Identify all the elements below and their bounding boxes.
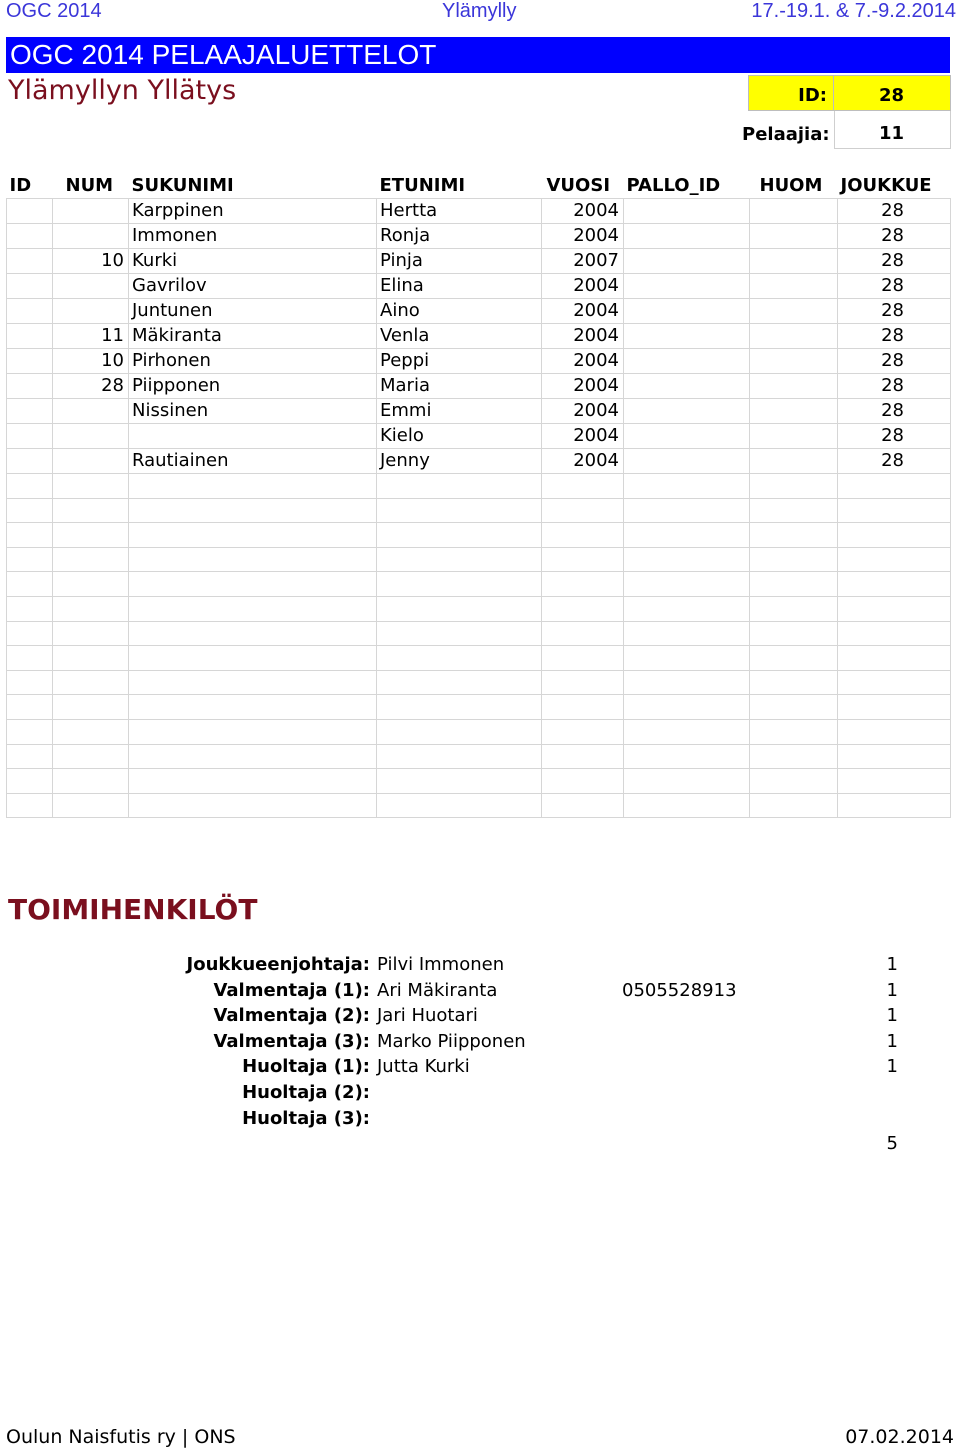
empty-cell [129, 523, 377, 548]
cell-num: 10 [53, 349, 129, 374]
cell-id [7, 224, 53, 249]
empty-cell [838, 769, 951, 794]
staff-name: Ari Mäkiranta [377, 980, 498, 1001]
table-row [7, 274, 951, 299]
empty-table-row [7, 597, 951, 622]
empty-cell [750, 720, 838, 745]
empty-cell [377, 646, 542, 671]
cell-sukunimi [129, 424, 377, 449]
table-row [7, 199, 951, 224]
cell-joukkue: 28 [838, 249, 951, 274]
empty-table-row [7, 646, 951, 671]
empty-cell [750, 597, 838, 622]
empty-cell [838, 547, 951, 572]
table-row [7, 299, 951, 324]
col-header-num: NUM [65, 175, 114, 197]
empty-cell [53, 695, 129, 720]
empty-cell [7, 720, 53, 745]
cell-pallo-id [624, 299, 750, 324]
cell-pallo-id [624, 199, 750, 224]
table-row [7, 399, 951, 424]
empty-cell [624, 621, 750, 646]
empty-cell [838, 720, 951, 745]
empty-cell [129, 769, 377, 794]
empty-cell [838, 695, 951, 720]
cell-huom [750, 349, 838, 374]
staff-count: 1 [886, 1005, 898, 1026]
cell-id [7, 349, 53, 374]
staff-role: Huoltaja (2): [242, 1082, 370, 1103]
cell-num [53, 274, 129, 299]
cell-vuosi: 2004 [542, 449, 624, 474]
staff-name: Marko Piipponen [377, 1031, 526, 1052]
empty-table-row [7, 793, 951, 818]
empty-cell [7, 572, 53, 597]
empty-cell [838, 793, 951, 818]
cell-joukkue: 28 [838, 399, 951, 424]
empty-table-row [7, 523, 951, 548]
empty-cell [7, 769, 53, 794]
footer-organization: Oulun Naisfutis ry | ONS [6, 1426, 236, 1448]
cell-vuosi: 2004 [542, 399, 624, 424]
cell-num: 28 [53, 374, 129, 399]
empty-cell [542, 646, 624, 671]
empty-cell [377, 621, 542, 646]
empty-cell [53, 646, 129, 671]
cell-joukkue: 28 [838, 374, 951, 399]
table-row [7, 249, 951, 274]
empty-cell [542, 547, 624, 572]
cell-joukkue: 28 [838, 274, 951, 299]
cell-sukunimi: Mäkiranta [129, 324, 377, 349]
empty-table-row [7, 572, 951, 597]
empty-cell [624, 695, 750, 720]
empty-cell [129, 670, 377, 695]
empty-cell [377, 474, 542, 499]
page-title: OGC 2014 PELAAJALUETTELOT [10, 39, 437, 70]
cell-pallo-id [624, 224, 750, 249]
cell-pallo-id [624, 449, 750, 474]
players-count-box [834, 111, 951, 149]
cell-pallo-id [624, 324, 750, 349]
empty-cell [624, 523, 750, 548]
empty-cell [377, 597, 542, 622]
staff-section-title: TOIMIHENKILÖT [8, 893, 258, 926]
cell-num [53, 449, 129, 474]
empty-cell [750, 572, 838, 597]
empty-cell [129, 572, 377, 597]
cell-huom [750, 424, 838, 449]
empty-cell [129, 621, 377, 646]
cell-id [7, 274, 53, 299]
cell-id [7, 199, 53, 224]
empty-table-row [7, 498, 951, 523]
empty-cell [542, 695, 624, 720]
cell-joukkue: 28 [838, 299, 951, 324]
empty-cell [7, 621, 53, 646]
table-row [7, 449, 951, 474]
cell-joukkue: 28 [838, 199, 951, 224]
cell-num [53, 199, 129, 224]
empty-cell [377, 498, 542, 523]
empty-cell [7, 474, 53, 499]
empty-cell [624, 547, 750, 572]
cell-vuosi: 2004 [542, 424, 624, 449]
empty-cell [53, 498, 129, 523]
empty-table-row [7, 695, 951, 720]
header-dates: 17.-19.1. & 7.-9.2.2014 [751, 0, 956, 22]
empty-cell [377, 793, 542, 818]
cell-joukkue: 28 [838, 449, 951, 474]
players-count: 11 [878, 123, 904, 144]
cell-sukunimi: Juntunen [129, 299, 377, 324]
staff-count: 1 [886, 954, 898, 975]
cell-huom [750, 449, 838, 474]
empty-cell [7, 597, 53, 622]
empty-cell [838, 597, 951, 622]
empty-cell [53, 474, 129, 499]
id-value: 28 [878, 85, 904, 106]
empty-cell [7, 547, 53, 572]
empty-cell [542, 597, 624, 622]
staff-name: Jutta Kurki [377, 1056, 470, 1077]
empty-cell [129, 720, 377, 745]
cell-id [7, 374, 53, 399]
empty-cell [53, 621, 129, 646]
empty-cell [750, 523, 838, 548]
cell-huom [750, 299, 838, 324]
empty-cell [750, 670, 838, 695]
staff-role: Valmentaja (3): [213, 1031, 370, 1052]
empty-cell [542, 498, 624, 523]
cell-pallo-id [624, 424, 750, 449]
empty-cell [542, 572, 624, 597]
cell-etunimi: Elina [377, 274, 542, 299]
table-row [7, 424, 951, 449]
cell-etunimi: Ronja [377, 224, 542, 249]
cell-id [7, 299, 53, 324]
col-header-etunimi: ETUNIMI [379, 175, 466, 197]
cell-huom [750, 399, 838, 424]
staff-total: 5 [886, 1133, 898, 1154]
empty-cell [838, 474, 951, 499]
cell-pallo-id [624, 274, 750, 299]
empty-cell [750, 474, 838, 499]
table-row [7, 349, 951, 374]
col-header-vuosi: VUOSI [546, 175, 611, 197]
empty-cell [542, 621, 624, 646]
cell-vuosi: 2004 [542, 299, 624, 324]
empty-cell [53, 547, 129, 572]
header-location: Ylämylly [442, 0, 517, 22]
team-name: Ylämyllyn Yllätys [8, 75, 237, 106]
empty-cell [542, 474, 624, 499]
empty-cell [7, 695, 53, 720]
cell-sukunimi: Piipponen [129, 374, 377, 399]
cell-huom [750, 274, 838, 299]
empty-cell [624, 744, 750, 769]
cell-num [53, 399, 129, 424]
staff-name: Jari Huotari [377, 1005, 478, 1026]
cell-vuosi: 2004 [542, 349, 624, 374]
col-header-sukunimi: SUKUNIMI [131, 175, 234, 197]
empty-cell [750, 769, 838, 794]
staff-role: Valmentaja (2): [213, 1005, 370, 1026]
cell-sukunimi: Immonen [129, 224, 377, 249]
cell-etunimi: Aino [377, 299, 542, 324]
empty-cell [542, 523, 624, 548]
empty-cell [750, 498, 838, 523]
empty-cell [377, 744, 542, 769]
staff-role: Huoltaja (1): [242, 1056, 370, 1077]
empty-cell [624, 597, 750, 622]
cell-num [53, 424, 129, 449]
empty-cell [542, 720, 624, 745]
cell-sukunimi: Nissinen [129, 399, 377, 424]
empty-cell [750, 793, 838, 818]
empty-cell [377, 547, 542, 572]
empty-cell [750, 646, 838, 671]
cell-vuosi: 2004 [542, 199, 624, 224]
roster-table [6, 174, 951, 818]
cell-id [7, 249, 53, 274]
cell-id [7, 399, 53, 424]
cell-pallo-id [624, 349, 750, 374]
empty-cell [624, 498, 750, 523]
empty-cell [377, 523, 542, 548]
empty-cell [838, 670, 951, 695]
empty-cell [624, 769, 750, 794]
cell-id [7, 324, 53, 349]
empty-cell [53, 793, 129, 818]
empty-cell [750, 621, 838, 646]
empty-cell [838, 572, 951, 597]
empty-cell [129, 695, 377, 720]
footer-date: 07.02.2014 [845, 1426, 954, 1448]
empty-cell [624, 720, 750, 745]
cell-num [53, 224, 129, 249]
cell-vuosi: 2004 [542, 274, 624, 299]
empty-cell [129, 498, 377, 523]
staff-count: 1 [886, 1056, 898, 1077]
cell-huom [750, 324, 838, 349]
cell-sukunimi: Pirhonen [129, 349, 377, 374]
table-header-row [7, 174, 951, 199]
empty-cell [53, 523, 129, 548]
empty-cell [129, 793, 377, 818]
cell-etunimi: Kielo [377, 424, 542, 449]
empty-cell [750, 744, 838, 769]
empty-cell [129, 646, 377, 671]
cell-huom [750, 249, 838, 274]
col-header-huom: HUOM [759, 175, 823, 197]
cell-etunimi: Venla [377, 324, 542, 349]
cell-sukunimi: Karppinen [129, 199, 377, 224]
empty-cell [624, 572, 750, 597]
empty-cell [838, 744, 951, 769]
cell-etunimi: Hertta [377, 199, 542, 224]
cell-huom [750, 199, 838, 224]
title-band [6, 37, 950, 73]
cell-joukkue: 28 [838, 224, 951, 249]
empty-cell [542, 793, 624, 818]
empty-cell [53, 572, 129, 597]
table-row [7, 224, 951, 249]
empty-cell [7, 793, 53, 818]
empty-cell [624, 793, 750, 818]
empty-cell [7, 670, 53, 695]
cell-joukkue: 28 [838, 424, 951, 449]
empty-cell [542, 744, 624, 769]
empty-cell [7, 744, 53, 769]
cell-huom [750, 374, 838, 399]
empty-cell [53, 744, 129, 769]
staff-name: Pilvi Immonen [377, 954, 505, 975]
empty-cell [377, 670, 542, 695]
cell-id [7, 424, 53, 449]
cell-etunimi: Pinja [377, 249, 542, 274]
id-value-box [834, 75, 951, 111]
empty-table-row [7, 547, 951, 572]
empty-cell [838, 498, 951, 523]
empty-cell [53, 670, 129, 695]
table-row [7, 324, 951, 349]
cell-num: 10 [53, 249, 129, 274]
cell-huom [750, 224, 838, 249]
cell-sukunimi: Kurki [129, 249, 377, 274]
empty-cell [53, 720, 129, 745]
staff-role: Valmentaja (1): [213, 980, 370, 1001]
empty-cell [7, 498, 53, 523]
empty-cell [542, 670, 624, 695]
cell-etunimi: Jenny [377, 449, 542, 474]
cell-vuosi: 2004 [542, 324, 624, 349]
empty-cell [542, 769, 624, 794]
empty-table-row [7, 670, 951, 695]
empty-cell [377, 720, 542, 745]
empty-cell [838, 523, 951, 548]
empty-cell [7, 646, 53, 671]
cell-id [7, 449, 53, 474]
cell-sukunimi: Gavrilov [129, 274, 377, 299]
cell-etunimi: Peppi [377, 349, 542, 374]
empty-table-row [7, 744, 951, 769]
empty-cell [129, 474, 377, 499]
staff-count: 1 [886, 1031, 898, 1052]
empty-table-row [7, 720, 951, 745]
cell-joukkue: 28 [838, 324, 951, 349]
empty-cell [624, 646, 750, 671]
empty-table-row [7, 621, 951, 646]
empty-cell [377, 769, 542, 794]
staff-phone: 0505528913 [622, 980, 737, 1001]
cell-joukkue: 28 [838, 349, 951, 374]
id-label-box [748, 75, 834, 111]
empty-table-row [7, 769, 951, 794]
empty-cell [129, 597, 377, 622]
table-row [7, 374, 951, 399]
empty-table-row [7, 474, 951, 499]
col-header-pallo-id: PALLO_ID [626, 175, 721, 197]
empty-cell [53, 769, 129, 794]
empty-cell [7, 523, 53, 548]
staff-count: 1 [886, 980, 898, 1001]
header-event: OGC 2014 [6, 0, 102, 22]
empty-cell [750, 547, 838, 572]
id-label: ID: [798, 85, 827, 106]
players-label: Pelaajia: [742, 124, 830, 145]
empty-cell [53, 597, 129, 622]
col-header-joukkue: JOUKKUE [840, 175, 932, 197]
cell-pallo-id [624, 374, 750, 399]
empty-cell [377, 572, 542, 597]
empty-cell [624, 474, 750, 499]
cell-vuosi: 2004 [542, 374, 624, 399]
cell-num [53, 299, 129, 324]
col-header-id: ID [9, 175, 32, 197]
empty-cell [838, 621, 951, 646]
empty-cell [377, 695, 542, 720]
cell-etunimi: Maria [377, 374, 542, 399]
cell-vuosi: 2004 [542, 224, 624, 249]
cell-num: 11 [53, 324, 129, 349]
staff-role: Huoltaja (3): [242, 1108, 370, 1129]
cell-vuosi: 2007 [542, 249, 624, 274]
empty-cell [129, 744, 377, 769]
empty-cell [838, 646, 951, 671]
empty-cell [129, 547, 377, 572]
cell-pallo-id [624, 249, 750, 274]
staff-role: Joukkueenjohtaja: [186, 954, 370, 975]
empty-cell [750, 695, 838, 720]
cell-etunimi: Emmi [377, 399, 542, 424]
cell-sukunimi: Rautiainen [129, 449, 377, 474]
cell-pallo-id [624, 399, 750, 424]
empty-cell [624, 670, 750, 695]
